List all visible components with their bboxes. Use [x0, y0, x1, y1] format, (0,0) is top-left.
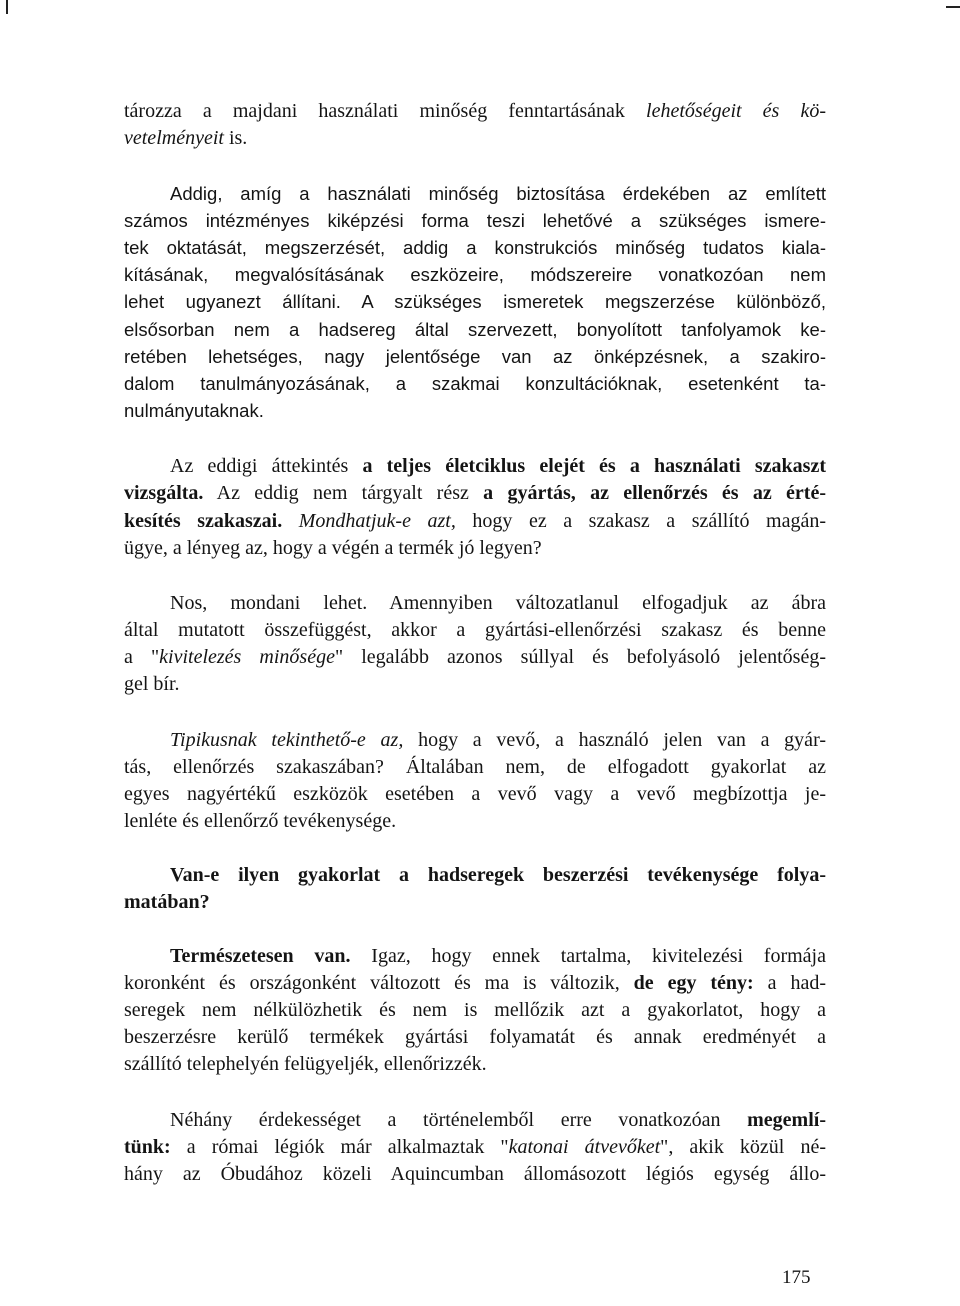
text-line: kításának, megvalósításának eszközeire, módszereire vonatkozóan nem	[124, 264, 826, 285]
emphasis-text: lehetőségeit és kö-	[646, 100, 826, 122]
emphasis-text: Mondhatjuk-e azt,	[298, 510, 456, 532]
text-line	[124, 970, 826, 997]
text-span: tározza a majdani használati minőség fenntartásának	[124, 100, 647, 122]
bold-text: Természetesen van.	[170, 945, 351, 967]
text-line	[170, 1107, 826, 1134]
text-span: " legalább azonos súllyal és befolyásoló jelentőség-	[334, 646, 826, 668]
text-span: a "	[124, 646, 160, 668]
text-span: Néhány érdekességet a történelemből erre vonatkozóan	[170, 1109, 748, 1131]
text-line: Nos, mondani lehet. Amennyiben változatlanul elfogadjuk az ábra	[170, 592, 826, 614]
text-line: beszerzésre kerülő termékek gyártási folyamatát és annak eredményét a	[124, 1026, 826, 1048]
text-line: nulmányutaknak.	[124, 400, 264, 421]
text-span: a római légiók már alkalmaztak "	[170, 1136, 509, 1158]
text-span: Az eddigi áttekintés	[170, 455, 363, 477]
text-line: retében lehetséges, nagy jelentősége van az önképzésnek, a szakiro-	[124, 346, 826, 367]
text-line: szállító telephelyén felügyeljék, ellenőrizzék.	[124, 1053, 487, 1075]
page-number: 175	[782, 1267, 811, 1288]
bold-text: a teljes életciklus elejét és a használati szakaszt	[362, 455, 827, 477]
text-line: egyes nagyértékű eszközök esetében a vevő vagy a vevő megbízottja je-	[124, 783, 826, 805]
text-span	[282, 510, 299, 532]
text-line: Addig, amíg a használati minőség biztosítása érdekében az említett	[170, 183, 826, 204]
scan-artifact	[6, 0, 8, 14]
scan-artifact	[946, 6, 960, 8]
bold-text: de egy tény:	[633, 972, 754, 994]
emphasis-text: vetelményeit	[124, 127, 224, 149]
text-line	[124, 98, 826, 125]
text-line	[170, 727, 826, 754]
text-line: seregek nem nélkülözhetik és nem is mellőzik azt a gyakorlatot, hogy a	[124, 999, 826, 1021]
text-span: Az eddig nem tárgyalt rész	[203, 482, 484, 504]
bold-text: vizsgálta.	[124, 482, 204, 504]
text-line	[124, 644, 826, 671]
text-span: hogy ez a szakasz a szállító magán-	[455, 510, 826, 532]
text-span: a had-	[753, 972, 826, 994]
text-line	[124, 508, 826, 535]
text-line: Van-e ilyen gyakorlat a hadseregek beszerzési tevékenysége folya-	[170, 864, 826, 886]
text-span: Igaz, hogy ennek tartalma, kivitelezési formája	[350, 945, 826, 967]
text-line: hány az Óbudához közeli Aquincumban állomásozott légiós egység állo-	[124, 1163, 826, 1185]
text-span: is.	[223, 127, 248, 149]
bold-text: tünk:	[124, 1136, 171, 1158]
text-span: ", akik közül né-	[660, 1136, 826, 1158]
text-line	[124, 1134, 826, 1161]
text-line: lehet ugyanezt állítani. A szükséges ismeretek megszerzése különböző,	[124, 291, 826, 312]
text-line: gel bír.	[124, 673, 180, 695]
text-line	[170, 943, 826, 970]
text-line: tek oktatását, megszerzését, addig a konstrukciós minőség tudatos kiala-	[124, 237, 826, 258]
text-line	[124, 480, 826, 507]
bold-text: megemlí-	[747, 1109, 826, 1131]
text-line: lenléte és ellenőrző tevékenysége.	[124, 810, 397, 832]
text-line: számos intézményes kiképzési forma teszi lehetővé a szükséges ismere-	[124, 210, 826, 231]
text-span: hogy a vevő, a használó jelen van a gyár-	[403, 729, 826, 751]
bold-text: a gyártás, az ellenőrzés és az érté-	[483, 482, 826, 504]
text-line: ügye, a lényeg az, hogy a végén a termék jó legyen?	[124, 537, 542, 559]
text-line	[170, 453, 826, 480]
text-span: koronként és országonként változott és ma is változik,	[124, 972, 634, 994]
text-line: dalom tanulmányozásának, a szakmai konzultációknak, esetenként ta-	[124, 373, 826, 394]
emphasis-text: kivitelezés minősége	[159, 646, 335, 668]
text-line	[124, 125, 826, 152]
text-line: által mutatott összefüggést, akkor a gyártási-ellenőrzési szakasz és benne	[124, 619, 826, 641]
text-line: matában?	[124, 891, 210, 913]
emphasis-text: Tipikusnak tekinthető-e az,	[170, 729, 404, 751]
emphasis-text: katonai átvevőket	[508, 1136, 661, 1158]
text-line: tás, ellenőrzés szakaszában? Általában nem, de elfogadott gyakorlat az	[124, 756, 826, 778]
bold-text: kesítés szakaszai.	[124, 510, 283, 532]
text-line: elsősorban nem a hadsereg által szervezett, bonyolított tanfolyamok ke-	[124, 319, 826, 340]
